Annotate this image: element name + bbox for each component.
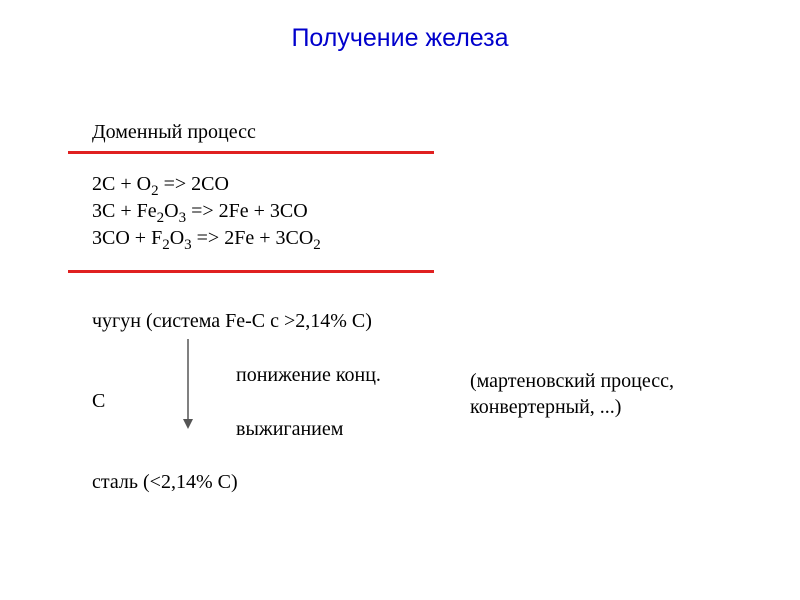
page-title: Получение железа — [291, 24, 509, 52]
down-arrow-icon — [180, 337, 196, 431]
cast-iron-text: чугун (система Fe-C с >2,14% C) — [92, 310, 372, 332]
equation-2: $3C + Fe_2O_3 => 2Fe + 3CO$ — [92, 200, 308, 226]
methods-line-2: конвертерный, ...) — [470, 396, 622, 418]
bottom-divider — [68, 270, 434, 273]
element-c: C — [92, 390, 106, 412]
top-divider — [68, 151, 434, 154]
methods-line-1: (мартеновский процесс, — [470, 370, 674, 392]
step-label-top: понижение конц. — [236, 364, 381, 386]
steel-text: сталь (<2,14% C) — [92, 471, 238, 493]
section-heading: Доменный процесс — [92, 121, 256, 143]
equation-3: $3CO + F_2O_3 => 2Fe + 3CO_2$ — [92, 227, 321, 253]
step-label-bottom: выжиганием — [236, 418, 344, 440]
equation-1: $2C + O_2 => 2CO$ — [92, 173, 229, 199]
